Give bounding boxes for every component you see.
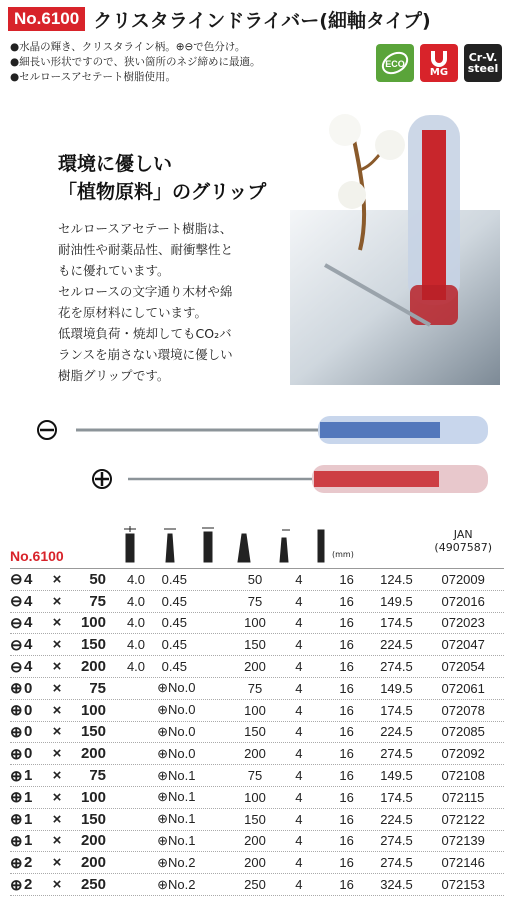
table-row [10,722,504,744]
page-title: クリスタラインドライバー(細軸タイプ) [93,9,431,32]
headline [58,150,266,206]
shaft-length-cell: 75 [247,768,263,784]
grip-diameter-cell: 16 [339,833,354,849]
tip-type-icon: ⊕ [10,832,23,850]
svg-text:ECO: ECO [385,59,405,69]
grip-diameter-cell: 16 [339,877,354,893]
eco-badge [376,44,414,82]
shaft-length-cell: 200 [244,855,266,871]
size-a: 1 [24,832,33,850]
size-a: 2 [24,854,33,872]
size-times: × [52,788,62,806]
size-cell [10,810,118,828]
grip-diameter-cell: 16 [339,789,354,805]
shaft-length-cell: 75 [247,680,263,696]
driver-illustration [0,398,510,508]
size-b: 75 [89,679,106,697]
tip-size-cell: ⊕No.2 [157,876,196,892]
tip-type-icon: ⊕ [10,723,23,741]
shaft-diameter-cell: 4 [295,877,303,893]
body-line: 耐油性や耐薬品性、耐衝撃性と [58,242,234,257]
grip-diameter-cell: 16 [339,702,354,718]
tip-size-cell: ⊕No.1 [157,832,196,848]
size-cell [10,701,118,719]
total-length-cell: 149.5 [380,768,413,784]
size-times: × [52,810,62,828]
size-cell [10,679,118,697]
tip-type-icon: ⊖ [10,571,23,589]
grip-diameter-cell: 16 [339,724,354,740]
tip-type-icon: ⊕ [10,702,23,720]
shaft-diameter-cell: 4 [295,746,303,762]
headline-line: 「植物原料」のグリップ [58,181,267,203]
shaft-diameter-cell: 4 [295,811,303,827]
tip-width-cell: 4.0 [126,593,146,609]
model-badge: No.6100 [8,7,85,31]
size-times: × [52,876,62,894]
grip-diameter-cell: 16 [339,768,354,784]
table-row [10,656,504,678]
feature-list [10,40,260,85]
size-b: 150 [80,810,106,828]
tip-type-icon: ⊕ [10,811,23,829]
size-cell [10,614,118,632]
jan-prefix: (4907587) [434,541,492,554]
table-row [10,613,504,635]
size-times: × [52,701,62,719]
tip-thickness-cell: 0.45 [161,615,187,631]
size-a: 4 [24,570,33,588]
jan-cell: 072009 [441,571,485,587]
shaft-length-cell: 200 [244,659,266,675]
tip-type-icon: ⊕ [10,745,23,763]
table-row [10,591,504,613]
shaft-diameter-cell: 4 [295,833,303,849]
shaft-diameter-cell: 4 [295,615,303,631]
total-length-cell: 274.5 [380,746,413,762]
tip-thickness-cell: 0.45 [161,571,187,587]
jan-title: JAN [453,528,473,541]
tip-type-icon: ⊕ [10,767,23,785]
size-a: 2 [24,876,33,894]
tip-size-cell: ⊕No.0 [157,745,196,761]
size-b: 200 [80,745,106,763]
table-row [10,743,504,765]
size-a: 4 [24,614,33,632]
size-a: 4 [24,636,33,654]
jan-cell: 072139 [441,833,485,849]
headline-line: 環境に優しい [58,153,173,175]
tip-type-icon: ⊖ [10,636,23,654]
table-body [10,568,504,896]
tip-width-cell: 4.0 [126,659,146,675]
size-cell [10,832,118,850]
jan-cell: 072122 [441,811,485,827]
tip-width-cell: 4.0 [126,615,146,631]
total-length-cell: 174.5 [380,789,413,805]
jan-cell: 072023 [441,615,485,631]
tip-type-icon: ⊕ [10,680,23,698]
size-cell [10,658,118,676]
total-length-cell: 274.5 [380,659,413,675]
jan-cell: 072115 [441,789,485,805]
body-line: もに優れています。 [58,263,170,278]
table-row [10,852,504,874]
grip-diameter-cell: 16 [339,811,354,827]
shaft-length-cell: 150 [244,811,266,827]
shaft-length-cell: 150 [244,637,266,653]
size-cell [10,876,118,894]
table-row [10,634,504,656]
table-row [10,569,504,591]
dimension-icons [122,524,332,564]
total-length-cell: 224.5 [380,724,413,740]
jan-cell: 072153 [441,877,485,893]
size-times: × [52,592,62,610]
model-label: No.6100 [10,548,64,564]
size-b: 75 [89,767,106,785]
jan-cell: 072146 [441,855,485,871]
grip-diameter-cell: 16 [339,855,354,871]
jan-cell: 072085 [441,724,485,740]
size-cell [10,788,118,806]
table-row [10,874,504,896]
shaft-diameter-cell: 4 [295,768,303,784]
table-row [10,809,504,831]
shaft-length-cell: 50 [247,571,263,587]
magnet-badge [420,44,458,82]
total-length-cell: 274.5 [380,855,413,871]
tip-size-cell: ⊕No.1 [157,767,196,783]
size-b: 100 [80,788,106,806]
size-times: × [52,832,62,850]
tip-thickness-cell: 0.45 [161,637,187,653]
size-cell [10,854,118,872]
size-b: 200 [80,854,106,872]
grip-diameter-cell: 16 [339,593,354,609]
tip-type-icon: ⊕ [10,789,23,807]
shaft-length-cell: 75 [247,593,263,609]
shaft-diameter-cell: 4 [295,724,303,740]
size-b: 200 [80,658,106,676]
feature-item: ●セルロースアセテート樹脂使用。 [10,71,177,83]
tip-type-icon: ⊕ [10,876,23,894]
table-row [10,787,504,809]
jan-cell: 072016 [441,593,485,609]
shaft-length-cell: 250 [244,877,266,893]
table-header [10,520,504,570]
total-length-cell: 174.5 [380,702,413,718]
size-b: 200 [80,832,106,850]
jan-cell: 072092 [441,746,485,762]
body-line: 樹脂グリップです。 [58,368,170,383]
shaft-diameter-cell: 4 [295,571,303,587]
size-b: 50 [89,570,106,588]
feature-item: ●水晶の輝き、クリスタライン柄。⊕⊖で色分け。 [10,41,246,53]
tip-type-icon: ⊖ [10,658,23,676]
product-photo [290,110,500,385]
jan-cell: 072108 [441,768,485,784]
size-cell [10,636,118,654]
grip-diameter-cell: 16 [339,615,354,631]
total-length-cell: 324.5 [380,877,413,893]
shaft-diameter-cell: 4 [295,593,303,609]
size-times: × [52,658,62,676]
shaft-diameter-cell: 4 [295,680,303,696]
tip-type-icon: ⊕ [10,854,23,872]
tip-type-icon: ⊖ [10,593,23,611]
body-line: ランスを崩さない環境に優しい [58,347,233,362]
shaft-length-cell: 100 [244,702,266,718]
shaft-diameter-cell: 4 [295,659,303,675]
body-line: セルロースアセテート樹脂は、 [58,221,233,236]
jan-cell: 072047 [441,637,485,653]
size-times: × [52,570,62,588]
size-times: × [52,636,62,654]
leaf-icon [380,48,410,78]
size-b: 150 [80,723,106,741]
grip-diameter-cell: 16 [339,680,354,696]
size-b: 100 [80,701,106,719]
size-cell [10,723,118,741]
size-b: 250 [80,876,106,894]
tip-size-cell: ⊕No.0 [157,723,196,739]
tip-size-cell: ⊕No.1 [157,811,196,827]
size-cell [10,767,118,785]
tip-thickness-cell: 0.45 [161,593,187,609]
jan-header [434,528,492,554]
feature-item: ●細長い形状ですので、狭い箇所のネジ締めに最適。 [10,56,261,68]
size-a: 1 [24,767,33,785]
size-times: × [52,679,62,697]
size-cell [10,592,118,610]
mg-label: MG [429,66,449,78]
grip-diameter-cell: 16 [339,571,354,587]
grip-diameter-cell: 16 [339,637,354,653]
grip-diameter-cell: 16 [339,659,354,675]
size-a: 0 [24,745,33,763]
jan-cell: 072061 [441,680,485,696]
total-length-cell: 149.5 [380,593,413,609]
body-line: セルロースの文字通り木材や綿 [58,284,233,299]
spec-table [10,520,504,894]
size-times: × [52,854,62,872]
jan-cell: 072078 [441,702,485,718]
size-times: × [52,723,62,741]
tip-size-cell: ⊕No.0 [157,702,196,718]
shaft-length-cell: 150 [244,724,266,740]
size-cell [10,745,118,763]
magnet-icon [428,49,450,67]
shaft-length-cell: 200 [244,746,266,762]
table-row [10,700,504,722]
total-length-cell: 224.5 [380,637,413,653]
size-b: 150 [80,636,106,654]
shaft-diameter-cell: 4 [295,637,303,653]
badge-group [376,44,502,82]
size-b: 75 [89,592,106,610]
table-row [10,765,504,787]
size-times: × [52,767,62,785]
total-length-cell: 174.5 [380,615,413,631]
total-length-cell: 224.5 [380,811,413,827]
size-times: × [52,745,62,763]
size-a: 0 [24,723,33,741]
body-line: 低環境負荷・焼却してもCO₂バ [58,326,232,341]
total-length-cell: 124.5 [380,571,413,587]
size-b: 100 [80,614,106,632]
shaft-diameter-cell: 4 [295,702,303,718]
table-row [10,831,504,853]
size-a: 1 [24,810,33,828]
shaft-length-cell: 200 [244,833,266,849]
tip-size-cell: ⊕No.2 [157,854,196,870]
size-a: 0 [24,701,33,719]
minus-driver [38,416,488,444]
tip-type-icon: ⊖ [10,614,23,632]
shaft-diameter-cell: 4 [295,855,303,871]
plus-driver [93,465,488,493]
size-a: 1 [24,788,33,806]
jan-cell: 072054 [441,659,485,675]
tip-size-cell: ⊕No.1 [157,789,196,805]
tip-thickness-cell: 0.45 [161,659,187,675]
size-a: 0 [24,679,33,697]
body-line: 花を原材料にしています。 [58,305,208,320]
size-a: 4 [24,592,33,610]
total-length-cell: 274.5 [380,833,413,849]
tip-width-cell: 4.0 [126,571,146,587]
total-length-cell: 149.5 [380,680,413,696]
shaft-length-cell: 100 [244,789,266,805]
shaft-diameter-cell: 4 [295,789,303,805]
crv-steel-badge: Cr-V. steel [464,44,502,82]
shaft-length-cell: 100 [244,615,266,631]
size-cell [10,570,118,588]
header [8,6,502,32]
size-a: 4 [24,658,33,676]
grip-diameter-cell: 16 [339,746,354,762]
body-text [58,218,233,386]
tip-size-cell: ⊕No.0 [157,680,196,696]
size-times: × [52,614,62,632]
unit-label: (mm) [332,550,354,559]
table-row [10,678,504,700]
tip-width-cell: 4.0 [126,637,146,653]
